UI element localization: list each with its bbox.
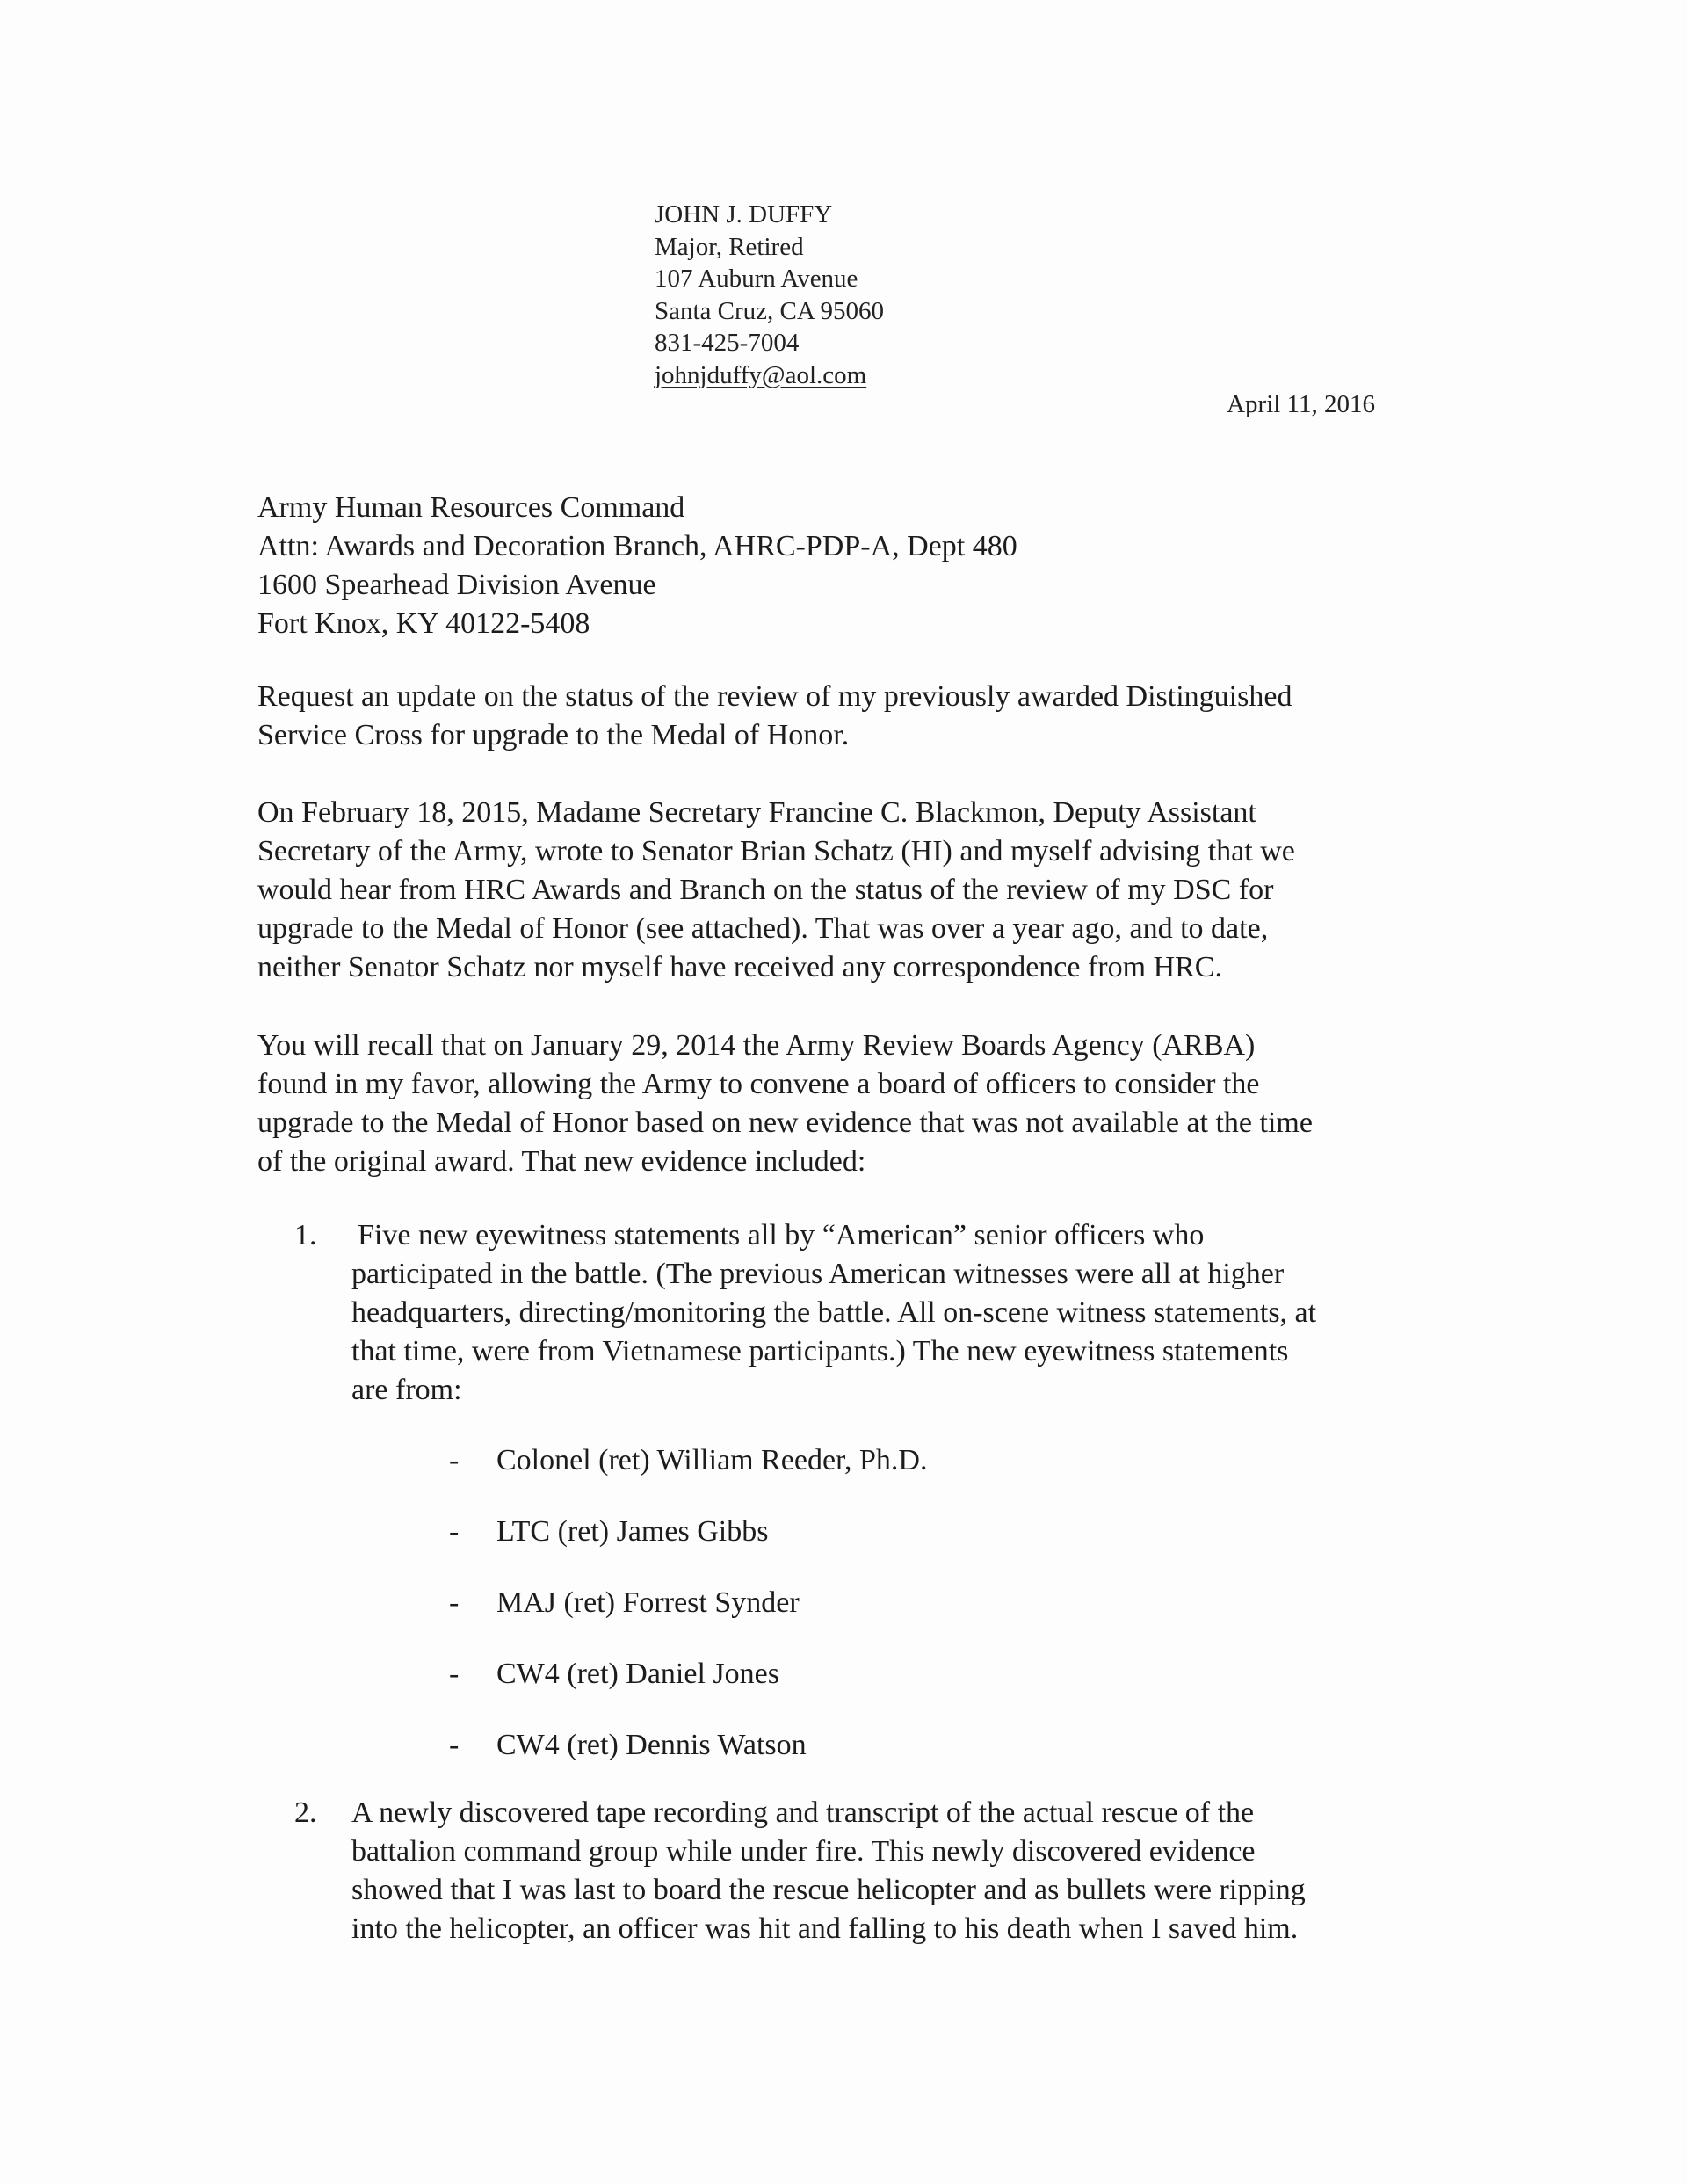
evidence-item-text [351, 1794, 1454, 1948]
witness-name: MAJ (ret) Forrest Synder [496, 1586, 800, 1619]
paragraph-line: that time, were from Vietnamese participants.) The new eyewitness statements [351, 1335, 1289, 1368]
sender-name: JOHN J. DUFFY [655, 200, 833, 229]
dash-bullet-icon: - [449, 1586, 460, 1619]
evidence-item-text [351, 1216, 1454, 1410]
paragraph-line: A newly discovered tape recording and transcript of the actual rescue of the [351, 1796, 1255, 1829]
witness-name: CW4 (ret) Dennis Watson [496, 1729, 807, 1761]
sender-address-block [655, 199, 884, 391]
recipient-line-1: Army Human Resources Command [257, 491, 685, 524]
paragraph-line: upgrade to the Medal of Honor (see attached). That was over a year ago, and to date, [257, 912, 1269, 945]
evidence-item-1 [294, 1216, 1454, 1410]
paragraph-line: battalion command group while under fire. This newly discovered evidence [351, 1835, 1256, 1868]
letter-date: April 11, 2016 [1227, 390, 1375, 418]
paragraph-line: You will recall that on January 29, 2014 the Army Review Boards Agency (ARBA) [257, 1029, 1256, 1062]
paragraph-line: On February 18, 2015, Madame Secretary Francine C. Blackmon, Deputy Assistant [257, 796, 1256, 829]
paragraph-arba-finding [257, 1027, 1435, 1181]
paragraph-line: Secretary of the Army, wrote to Senator Brian Schatz (HI) and myself advising that we [257, 835, 1295, 867]
recipient-line-3: 1600 Spearhead Division Avenue [257, 569, 656, 601]
dash-bullet-icon: - [449, 1729, 460, 1761]
dash-bullet-icon: - [449, 1444, 460, 1477]
witness-name: LTC (ret) James Gibbs [496, 1515, 769, 1548]
paragraph-request [257, 678, 1435, 755]
evidence-item-2 [294, 1794, 1454, 1948]
sender-street: 107 Auburn Avenue [655, 265, 858, 293]
paragraph-line: Service Cross for upgrade to the Medal of Honor. [257, 719, 850, 751]
list-number: 2. [294, 1796, 317, 1829]
recipient-line-4: Fort Knox, KY 40122-5408 [257, 607, 590, 640]
paragraph-line: neither Senator Schatz nor myself have received any correspondence from HRC. [257, 951, 1222, 983]
paragraph-line: upgrade to the Medal of Honor based on new evidence that was not available at the time [257, 1107, 1313, 1139]
witness-name: CW4 (ret) Daniel Jones [496, 1658, 779, 1690]
paragraph-line: into the helicopter, an officer was hit and falling to his death when I saved him. [351, 1912, 1299, 1945]
paragraph-line: found in my favor, allowing the Army to convene a board of officers to consider the [257, 1068, 1260, 1100]
paragraph-line: are from: [351, 1374, 462, 1406]
paragraph-line: showed that I was last to board the rescue helicopter and as bullets were ripping [351, 1874, 1306, 1906]
paragraph-line: Five new eyewitness statements all by “American” senior officers who [358, 1219, 1205, 1252]
paragraph-line: Request an update on the status of the review of my previously awarded Distinguished [257, 680, 1292, 713]
dash-bullet-icon: - [449, 1515, 460, 1548]
sender-rank: Major, Retired [655, 232, 804, 261]
recipient-line-2: Attn: Awards and Decoration Branch, AHRC-PDP-A, Dept 480 [257, 530, 1017, 562]
paragraph-line: would hear from HRC Awards and Branch on the status of the review of my DSC for [257, 874, 1274, 906]
sender-email-link[interactable]: johnjduffy@aol.com [655, 360, 867, 389]
paragraph-line: headquarters, directing/monitoring the battle. All on-scene witness statements, at [351, 1296, 1317, 1329]
list-number: 1. [294, 1219, 317, 1252]
sender-city-state-zip: Santa Cruz, CA 95060 [655, 296, 884, 325]
paragraph-line: of the original award. That new evidence included: [257, 1145, 866, 1178]
sender-phone: 831-425-7004 [655, 329, 800, 357]
dash-bullet-icon: - [449, 1658, 460, 1690]
recipient-address-block [257, 489, 1017, 643]
paragraph-line: participated in the battle. (The previous American witnesses were all at higher [351, 1258, 1285, 1290]
witness-name: Colonel (ret) William Reeder, Ph.D. [496, 1444, 928, 1477]
paragraph-background [257, 794, 1435, 987]
